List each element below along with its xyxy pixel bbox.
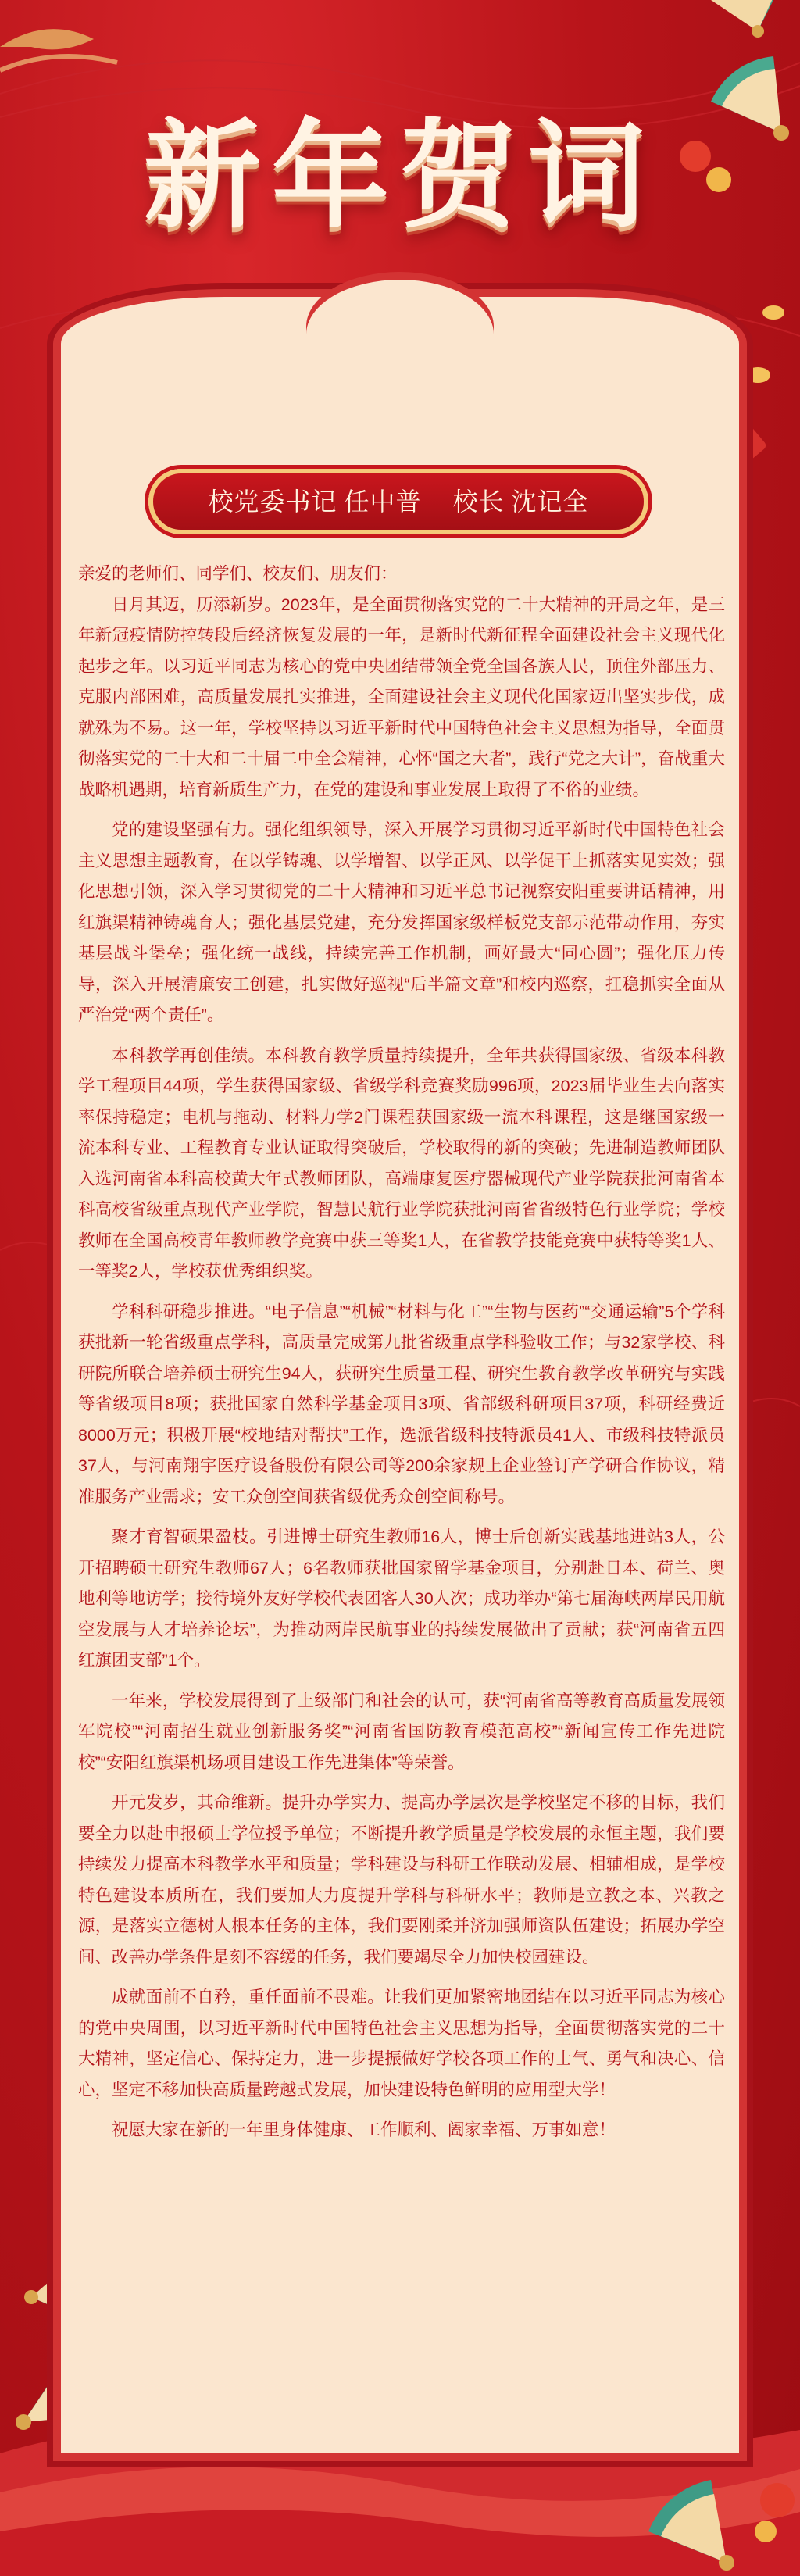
paragraph-new-year-goals: 开元发岁，其命维新。提升办学实力、提高办学层次是学校坚定不移的目标，我们要全力以赴申报硕士学位授予单位；不断提升教学质量是学校发展的永恒主题，我们要持续发力提高本科教学水平和质量；学科建设与科研工作联动发展、相辅相成，是学校特色建设本质所在，我们要加大力度提升学科与科研水平；教师是立教之本、兴教之源，是落实立德树人根本任务的主体，我们要刚柔并济加强师资队伍建设；拓展办学空间、改善办学条件是刻不容缓的任务，我们要竭尽全力加快校园建设。 xyxy=(78,1793,725,1967)
paragraph-undergraduate-teaching: 本科教学再创佳绩。本科教育教学质量持续提升，全年共获得国家级、省级本科教学工程项目44项，学生获得国家级、省级学科竞赛奖励996项，2023届毕业生去向落实率保持稳定；电机与拖动、材料力学2门课程获国家级一流本科课程，这是继国家级一流本科专业、工程教育专业认证取得突破后，学校取得的新的突破；先进制造教师团队入选河南省本科高校黄大年式教师团队，高端康复医疗器械现代产业学院获批河南省本科高校省级重点现代产业学院，智慧民航行业学院获批河南省省级特色行业学院；学校教师在全国高校青年教师教学竞赛中获三等奖1人，在省教学技能竞赛中获特等奖1人、一等奖2人，学校获优秀组织奖。 xyxy=(78,1045,725,1281)
paragraph-discipline-research: 学科科研稳步推进。“电子信息”“机械”“材料与化工”“生物与医药”“交通运输”5个学科获批新一轮省级重点学科，高质量完成第九批省级重点学科验收工作；与32家学校、科研院所联合培养硕士研究生94人，获研究生质量工程、研究生教育教学改革研究与实践等省级项目8项；获批国家自然科学基金项目3项、省部级科研项目37项，科研经费近8000万元；积极开展“校地结对帮扶”工作，选派省级科技特派员41人、市级科技特派员37人，与河南翔宇医疗设备股份有限公司等200余家规上企业签订产学研合作协议，精准服务产业需求；安工众创空间获省级优秀众创空间称号。 xyxy=(78,1302,725,1506)
greeting-body xyxy=(78,559,725,2156)
paragraph-honors: 一年来，学校发展得到了上级部门和社会的认可，获“河南省高等教育高质量发展领军院校”“河南招生就业创新服务奖”“河南省国防教育模范高校”“新闻宣传工作先进院校”“安阳红旗渠机场项目建设工作先进集体”等荣誉。 xyxy=(78,1691,725,1772)
salutation: 亲爱的老师们、同学们、校友们、朋友们： xyxy=(78,564,398,583)
paragraph-wishes: 祝愿大家在新的一年里身体健康、工作顺利、阖家幸福、万事如意！ xyxy=(112,2120,616,2139)
party-secretary-label: 校党委书记 任中普 xyxy=(208,488,422,516)
paragraph-intro: 日月其迈，历添新岁。2023年，是全面贯彻落实党的二十大精神的开局之年，是三年新冠疫情防控转段后经济恢复发展的一年，是新时代新征程全面建设社会主义现代化起步之年。以习近平同志为核心的党中央团结带领全党全国各族人民，顶住外部压力、克服内部困难，高质量发展扎实推进，全面建设社会主义现代化国家迈出坚实步伐，成就殊为不易。这一年，学校坚持以习近平新时代中国特色社会主义思想为指导，全面贯彻落实党的二十大和二十届二中全会精神，心怀“国之大者”，践行“党之大计”，奋战重大战略机遇期，培育新质生产力，在党的建设和事业发展上取得了不俗的业绩。 xyxy=(78,595,725,799)
president-label: 校长 沈记全 xyxy=(452,488,589,516)
signature-banner xyxy=(148,469,648,534)
gold-cloud-ornament xyxy=(0,0,172,117)
panel-arch-top xyxy=(306,280,494,342)
paragraph-talent: 聚才育智硕果盈枝。引进博士研究生教师16人，博士后创新实践基地进站3人，公开招聘硕士研究生教师67人；6名教师获批国家留学基金项目，分别赴日本、荷兰、奥地利等地访学；接待境外友好学校代表团客人30人次；成功举办“第七届海峡两岸民用航空发展与人才培养论坛”，为推动两岸民航事业的持续发展做出了贡献；获“河南省五四红旗团支部”1个。 xyxy=(78,1527,725,1670)
page-title: 新年贺词 xyxy=(143,107,656,245)
paragraph-closing: 成就面前不自矜，重任面前不畏难。让我们更加紧密地团结在以习近平同志为核心的党中央周围，以习近平新时代中国特色社会主义思想为指导，全面贯彻落实党的二十大精神，坚定信心、保持定力，进一步提振做好学校各项工作的士气、勇气和决心、信心，坚定不移加快高质量跨越式发展，加快建设特色鲜明的应用型大学！ xyxy=(78,1988,725,2099)
paragraph-party-building: 党的建设坚强有力。强化组织领导，深入开展学习贯彻习近平新时代中国特色社会主义思想主题教育，在以学铸魂、以学增智、以学正风、以学促干上抓落实见实效；强化思想引领，深入学习贯彻党的二十大精神和习近平总书记视察安阳重要讲话精神，用红旗渠精神铸魂育人；强化基层党建，充分发挥国家级样板党支部示范带动作用，夯实基层战斗堡垒；强化统一战线，持续完善工作机制，画好最大“同心圆”；强化压力传导，深入开展清廉安工创建，扎实做好巡视“后半篇文章”和校内巡察，扛稳抓实全面从严治党“两个责任”。 xyxy=(78,820,725,1024)
